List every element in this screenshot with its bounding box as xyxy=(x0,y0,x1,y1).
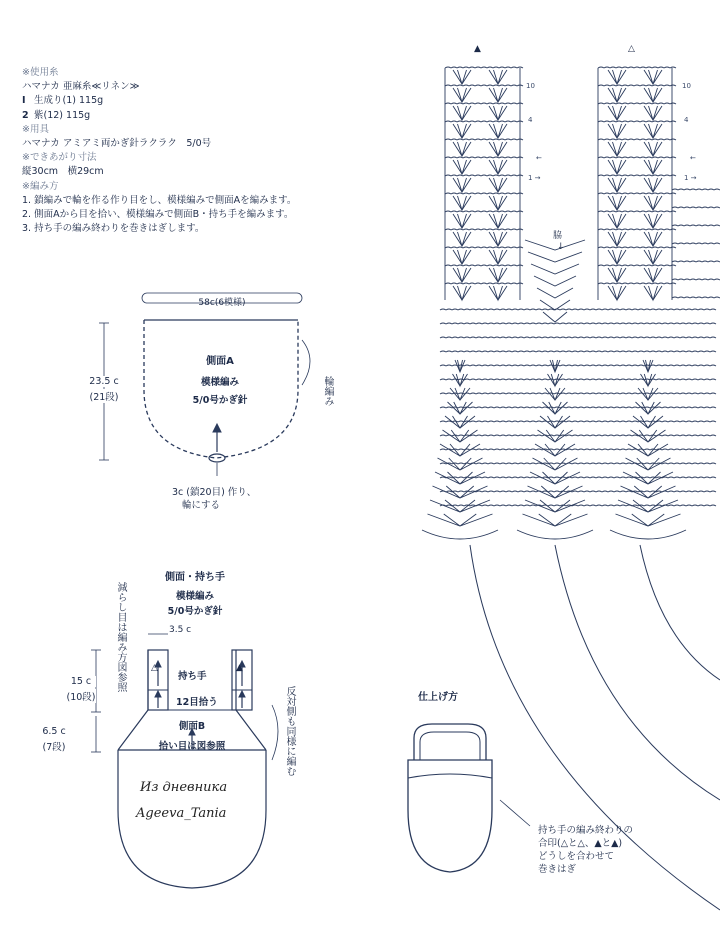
handle-col-0-fan-stitch xyxy=(489,88,507,102)
finish-note-4: 巻きはぎ xyxy=(538,864,577,875)
body-chain-row xyxy=(440,435,716,436)
body-chain-row xyxy=(440,379,716,380)
decrease-note: 減らし目は編み方図参照 xyxy=(115,582,126,692)
body-cone-1-fan xyxy=(525,500,585,512)
handle-col-0-chain xyxy=(445,229,523,230)
body-chain-row xyxy=(440,323,716,324)
side-b-name: 側面B xyxy=(178,721,206,732)
handle-col-1-fan-stitch xyxy=(644,286,662,300)
rows-2-label: (7段) xyxy=(42,742,66,753)
body-cone-1-fan xyxy=(533,458,578,470)
handle-col-1-fan-stitch xyxy=(608,286,626,300)
body-cone-1-fan xyxy=(543,402,568,414)
method-step-1: 1. 鎖編みで輪を作る作り目をし、模様編みで側面Aを編みます。 xyxy=(22,194,297,206)
chart-curve-2 xyxy=(555,545,720,800)
watermark-line-2: Ageeva_Tania xyxy=(136,806,227,821)
method-heading: ※編み方 xyxy=(22,180,59,192)
yarn-name: ハマナカ 亜麻糸≪リネン≫ xyxy=(22,81,140,93)
body-chain-row xyxy=(440,421,716,422)
handle-col-1-chain xyxy=(598,229,676,230)
finish-bag-handle xyxy=(414,724,486,760)
handle-col-0-fan-stitch xyxy=(489,70,507,84)
body-chain-row xyxy=(440,463,716,464)
side-join-stitch xyxy=(531,264,579,274)
pickup-ref: 拾い目は図参照 xyxy=(158,741,226,752)
yarn1-text: 生成り(1) 115g xyxy=(34,95,104,107)
handle-col-1-fan-stitch xyxy=(644,124,662,138)
crochet-chart xyxy=(422,67,720,539)
edge-chain-row xyxy=(672,243,720,244)
handle-col-1-fan-stitch xyxy=(644,268,662,282)
body-cone-0-fan xyxy=(443,430,478,442)
finish-bag-body xyxy=(408,760,492,872)
handle-col-0-chain xyxy=(445,121,523,122)
handle-col-1-chain xyxy=(598,85,676,86)
handle-col-1-fan-stitch xyxy=(608,124,626,138)
side-a-height-label: 23.5 c xyxy=(80,376,128,387)
side-join-stitch xyxy=(543,312,567,322)
height-2-label: 6.5 c xyxy=(42,726,66,737)
side-b-hook: 5/0号かぎ針 xyxy=(167,606,223,617)
body-chain-row xyxy=(440,491,716,492)
reverse-note: 反対側も同様に編む xyxy=(284,686,295,776)
handle-col-0-fan-stitch xyxy=(489,142,507,156)
handle-col-0-fan-stitch xyxy=(453,214,471,228)
body-chain-row xyxy=(440,337,716,338)
edge-chain-row xyxy=(672,207,720,208)
chart-mark-open: △ xyxy=(628,44,635,54)
handle-col-0-chain xyxy=(445,139,523,140)
body-chain-row xyxy=(440,407,716,408)
handle-col-1-fan-stitch xyxy=(608,214,626,228)
handle-col-0-fan-stitch xyxy=(453,88,471,102)
handle-col-1-fan-stitch xyxy=(644,250,662,264)
handle-right-mark: ▲ xyxy=(236,663,243,673)
side-join-stitch xyxy=(528,252,582,262)
handle-col-0-chain xyxy=(445,103,523,104)
body-cone-1-fan xyxy=(550,360,560,372)
handle-col-0-chain xyxy=(445,193,523,194)
chart-side-mark: 脇 xyxy=(553,228,562,241)
watermark-line-1: Из дневника xyxy=(140,780,228,795)
chart-row-1-left: 1 → xyxy=(528,174,541,182)
handle-col-0-fan-stitch xyxy=(453,268,471,282)
finish-note-3: どうしを合わせて xyxy=(538,851,615,862)
body-cone-2-fan xyxy=(616,514,681,526)
handle-col-1-fan-stitch xyxy=(608,106,626,120)
handle-col-0-fan-stitch xyxy=(453,160,471,174)
body-cone-0-fan xyxy=(428,514,493,526)
side-b-title: 側面・持ち手 xyxy=(165,572,225,583)
start-label-2: 輪にする xyxy=(182,500,221,511)
method-step-3: 3. 持ち手の編み終わりを巻きはぎします。 xyxy=(22,223,205,235)
handle-col-1-chain xyxy=(598,121,676,122)
finish-note-2: 合印(△と△、▲と▲) xyxy=(538,838,623,849)
body-chain-row xyxy=(440,449,716,450)
rows-1-label: (10段) xyxy=(66,689,96,703)
handle-col-0-chain xyxy=(445,283,523,284)
body-cone-2-fan xyxy=(618,500,678,512)
body-chain-row xyxy=(440,477,716,478)
handle-col-0-chain xyxy=(445,265,523,266)
body-cone-2-fan xyxy=(638,388,658,400)
body-cone-1-fan xyxy=(523,514,588,526)
chart-row-10-right: 10 xyxy=(682,82,691,90)
handle-col-1-chain xyxy=(598,139,676,140)
handle-col-0-fan-stitch xyxy=(489,214,507,228)
side-a-hook: 5/0号かぎ針 xyxy=(192,395,248,406)
body-cone-2-fan xyxy=(623,472,673,484)
handle-col-0-chain xyxy=(445,211,523,212)
edge-chain-row xyxy=(672,279,720,280)
body-chain-row xyxy=(440,309,716,310)
finish-leader xyxy=(500,800,530,826)
handle-col-1-fan-stitch xyxy=(608,196,626,210)
body-chain-row xyxy=(440,351,716,352)
side-a-name: 側面A xyxy=(206,356,234,367)
edge-chain-row xyxy=(672,189,720,190)
handle-col-1-fan-stitch xyxy=(644,88,662,102)
handle-col-0-fan-stitch xyxy=(489,160,507,174)
body-cone-2-base xyxy=(610,530,686,539)
handle-col-1-fan-stitch xyxy=(608,178,626,192)
handle-label: 持ち手 xyxy=(178,671,207,682)
finish-note-1: 持ち手の編み終わりの xyxy=(538,825,634,836)
handle-col-0-chain xyxy=(445,85,523,86)
handle-col-0-fan-stitch xyxy=(453,196,471,210)
handle-col-1-fan-stitch xyxy=(608,232,626,246)
yarn-heading: ※使用糸 xyxy=(22,67,59,78)
handle-col-0-fan-stitch xyxy=(489,196,507,210)
round-indicator xyxy=(302,340,310,385)
body-chain-row xyxy=(440,365,716,366)
chart-row-4-right: 4 xyxy=(684,116,689,124)
handle-col-1-fan-stitch xyxy=(644,160,662,174)
side-a-round-label: 輪編み xyxy=(322,376,333,406)
handle-col-0-fan-stitch xyxy=(489,124,507,138)
side-join-stitch xyxy=(534,276,576,286)
body-cone-1-base xyxy=(517,530,593,539)
side-a-pattern: 模様編み xyxy=(200,377,239,388)
handle-left-mark: △ xyxy=(151,663,158,673)
handle-col-0-fan-stitch xyxy=(453,106,471,120)
body-cone-2-fan xyxy=(641,374,656,386)
handle-col-0-fan-stitch xyxy=(453,178,471,192)
start-label-1: 3c (鎖20目) 作り、 xyxy=(172,487,257,498)
edge-chain-row xyxy=(672,297,720,298)
chart-down-arrow: ↓ xyxy=(557,242,565,252)
side-join-stitch xyxy=(525,240,585,250)
handle-col-1-fan-stitch xyxy=(644,196,662,210)
body-chain-row xyxy=(440,505,716,506)
handle-col-1-fan-stitch xyxy=(644,70,662,84)
finish-title: 仕上げ方 xyxy=(418,692,458,703)
handle-col-1-fan-stitch xyxy=(608,250,626,264)
size-heading: ※できあがり寸法 xyxy=(22,152,97,164)
handle-col-1-fan-stitch xyxy=(608,160,626,174)
body-cone-0-base xyxy=(422,530,498,539)
chart-row-4-left: 4 xyxy=(528,116,533,124)
yarn2-text: 紫(12) 115g xyxy=(34,109,91,121)
handle-col-1-chain xyxy=(598,247,676,248)
chart-mark-filled: ▲ xyxy=(474,44,481,54)
body-cone-0-fan xyxy=(453,374,468,386)
handle-col-0-chain xyxy=(445,247,523,248)
handle-col-0-fan-stitch xyxy=(453,232,471,246)
side-b-pattern: 模様編み xyxy=(175,591,214,602)
chart-row-1-right: 1 → xyxy=(684,174,697,182)
handle-col-0-fan-stitch xyxy=(489,106,507,120)
handle-col-1-chain xyxy=(598,193,676,194)
side-a-width-label: 58c(6模様) xyxy=(198,298,246,308)
handle-col-0-fan-stitch xyxy=(453,70,471,84)
handle-col-1-chain xyxy=(598,157,676,158)
handle-col-1-fan-stitch xyxy=(644,142,662,156)
body-cone-1-fan xyxy=(535,444,575,456)
body-cone-2-fan xyxy=(631,430,666,442)
handle-col-1-chain xyxy=(598,103,676,104)
handle-width-label: 3.5 c xyxy=(169,625,192,635)
handle-col-1-chain xyxy=(598,265,676,266)
handle-col-0-fan-stitch xyxy=(453,142,471,156)
body-cone-0-fan xyxy=(435,472,485,484)
side-join-stitch xyxy=(540,300,570,310)
pickup-label: 12目拾う xyxy=(176,697,218,708)
handle-col-1-chain xyxy=(598,67,676,68)
handle-col-0-fan-stitch xyxy=(489,268,507,282)
method-step-2: 2. 側面Aから目を拾い、模様編みで側面B・持ち手を編みます。 xyxy=(22,209,294,221)
handle-col-1-fan-stitch xyxy=(608,142,626,156)
side-a-outline xyxy=(144,320,298,458)
chart-arrow-left-2: ← xyxy=(690,154,696,162)
body-cone-0-fan xyxy=(450,388,470,400)
handle-col-0-fan-stitch xyxy=(489,178,507,192)
handle-col-1-fan-stitch xyxy=(608,70,626,84)
tools-heading: ※用具 xyxy=(22,123,49,135)
handle-col-1-chain xyxy=(598,211,676,212)
size-text: 縦30cm 横29cm xyxy=(22,166,104,178)
handle-col-0-chain xyxy=(445,157,523,158)
tools-text: ハマナカ アミアミ両かぎ針ラクラク 5/0号 xyxy=(22,138,212,150)
handle-col-0-fan-stitch xyxy=(489,286,507,300)
handle-col-0-fan-stitch xyxy=(489,232,507,246)
handle-col-0-fan-stitch xyxy=(453,250,471,264)
body-cone-0-fan xyxy=(430,500,490,512)
handle-col-0-fan-stitch xyxy=(453,286,471,300)
yarn2-mark: 2 xyxy=(22,109,29,121)
side-a-rows-label: (21段) xyxy=(80,389,128,403)
height-1-label: 15 c xyxy=(66,676,96,687)
body-chain-row xyxy=(440,393,716,394)
chart-curve-3 xyxy=(640,545,720,680)
edge-chain-row xyxy=(672,225,720,226)
handle-col-1-chain xyxy=(598,283,676,284)
handle-col-1-fan-stitch xyxy=(608,268,626,282)
handle-col-1-fan-stitch xyxy=(644,232,662,246)
handle-col-0-chain xyxy=(445,67,523,68)
yarn1-mark: Ⅰ xyxy=(22,95,26,107)
handle-col-1-fan-stitch xyxy=(644,178,662,192)
edge-chain-row xyxy=(672,261,720,262)
handle-col-0-fan-stitch xyxy=(453,124,471,138)
chart-arrow-left-1: ← xyxy=(536,154,542,162)
chart-row-10-left: 10 xyxy=(526,82,535,90)
handle-col-1-fan-stitch xyxy=(644,106,662,120)
handle-col-1-fan-stitch xyxy=(608,88,626,102)
handle-col-1-fan-stitch xyxy=(644,214,662,228)
handle-col-0-fan-stitch xyxy=(489,250,507,264)
handle-col-0-chain xyxy=(445,175,523,176)
side-join-stitch xyxy=(537,288,573,298)
handle-col-1-chain xyxy=(598,175,676,176)
